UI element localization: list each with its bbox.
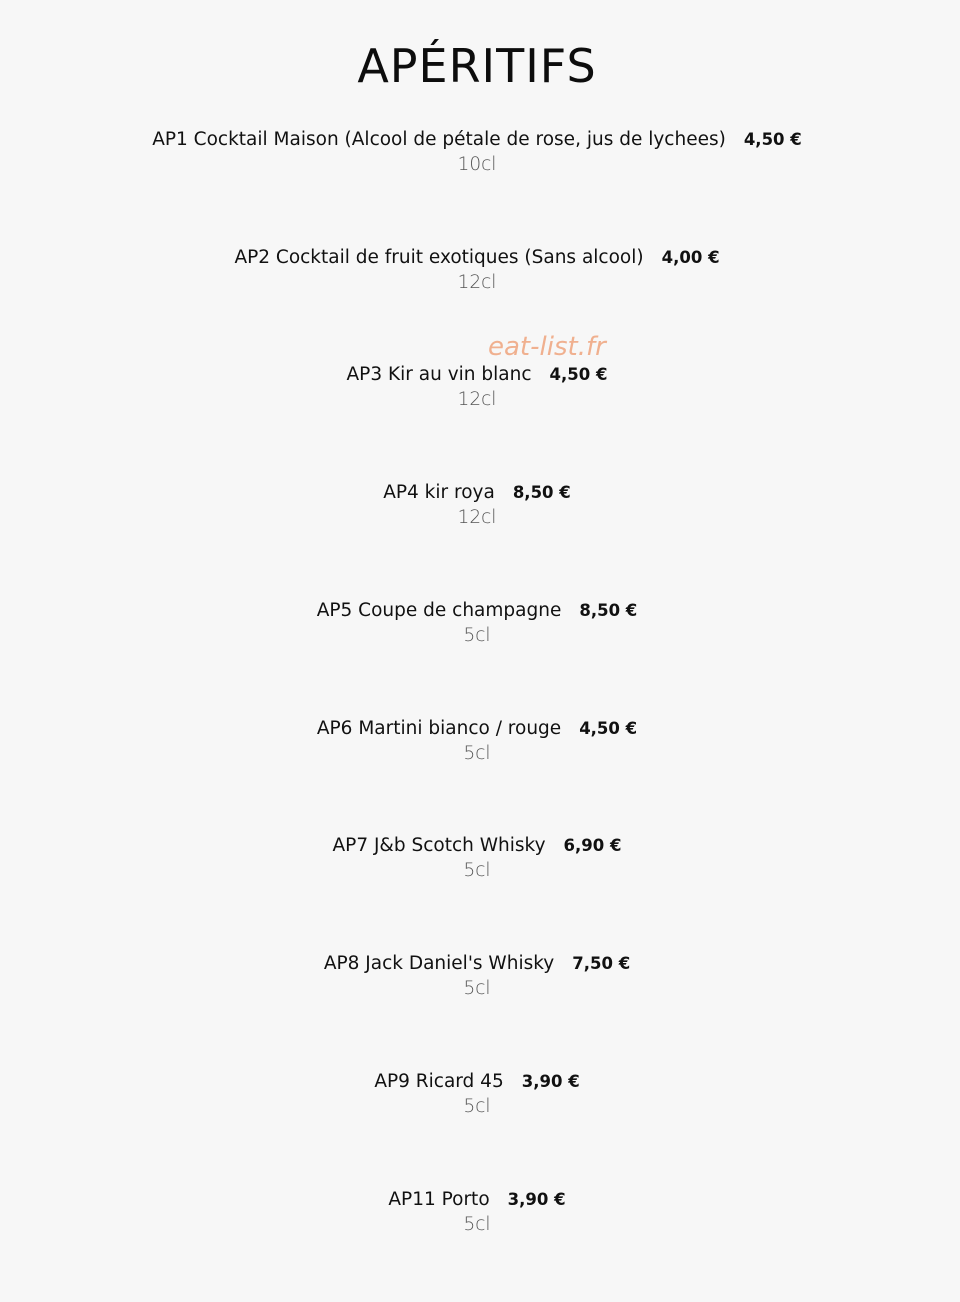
item-line — [0, 127, 954, 153]
menu-item — [0, 716, 954, 766]
menu-item — [0, 598, 954, 648]
menu-item — [0, 833, 954, 883]
watermark: eat-list.fr — [488, 332, 606, 362]
item-line — [0, 245, 954, 271]
item-name: AP7 J&b Scotch Whisky — [332, 835, 546, 856]
item-volume: 12cl — [457, 507, 497, 528]
item-name: AP11 Porto — [388, 1189, 490, 1210]
item-price: 4,50 € — [743, 130, 802, 149]
item-name: AP2 Cocktail de fruit exotiques (Sans alcool) — [234, 247, 644, 268]
menu-item — [0, 362, 954, 412]
item-name: AP1 Cocktail Maison (Alcool de pétale de rose, jus de lychees) — [152, 129, 726, 150]
item-line — [0, 951, 954, 977]
item-line — [0, 833, 954, 859]
item-name: AP5 Coupe de champagne — [316, 600, 562, 621]
item-price: 3,90 € — [507, 1190, 566, 1209]
item-name: AP6 Martini bianco / rouge — [316, 718, 562, 739]
item-volume: 5cl — [463, 625, 491, 646]
item-volume: 5cl — [463, 860, 491, 881]
item-line — [0, 1069, 954, 1095]
item-line — [0, 598, 954, 624]
item-volume: 5cl — [463, 743, 491, 764]
item-line — [0, 480, 954, 506]
item-price: 4,50 € — [579, 719, 638, 738]
item-line — [0, 716, 954, 742]
item-price: 6,90 € — [563, 836, 622, 855]
item-price: 8,50 € — [512, 483, 571, 502]
item-volume: 12cl — [457, 272, 497, 293]
item-name: AP8 Jack Daniel's Whisky — [323, 953, 555, 974]
item-name: AP3 Kir au vin blanc — [346, 364, 532, 385]
page-title: APÉRITIFS — [357, 39, 597, 93]
item-volume: 12cl — [457, 389, 497, 410]
item-price: 3,90 € — [521, 1072, 580, 1091]
item-price: 4,00 € — [661, 248, 720, 267]
menu-item — [0, 1069, 954, 1119]
item-line — [0, 1187, 954, 1213]
menu-item — [0, 480, 954, 530]
item-volume: 5cl — [463, 1214, 491, 1235]
item-line — [0, 362, 954, 388]
item-volume: 5cl — [463, 1096, 491, 1117]
item-name: AP4 kir roya — [383, 482, 495, 503]
item-price: 7,50 € — [572, 954, 631, 973]
menu-item — [0, 1187, 954, 1237]
menu-item — [0, 245, 954, 295]
item-price: 8,50 € — [579, 601, 638, 620]
item-volume: 5cl — [463, 978, 491, 999]
item-volume: 10cl — [457, 154, 497, 175]
menu-item — [0, 127, 954, 177]
menu-item — [0, 951, 954, 1001]
item-price: 4,50 € — [549, 365, 608, 384]
item-name: AP9 Ricard 45 — [374, 1071, 504, 1092]
